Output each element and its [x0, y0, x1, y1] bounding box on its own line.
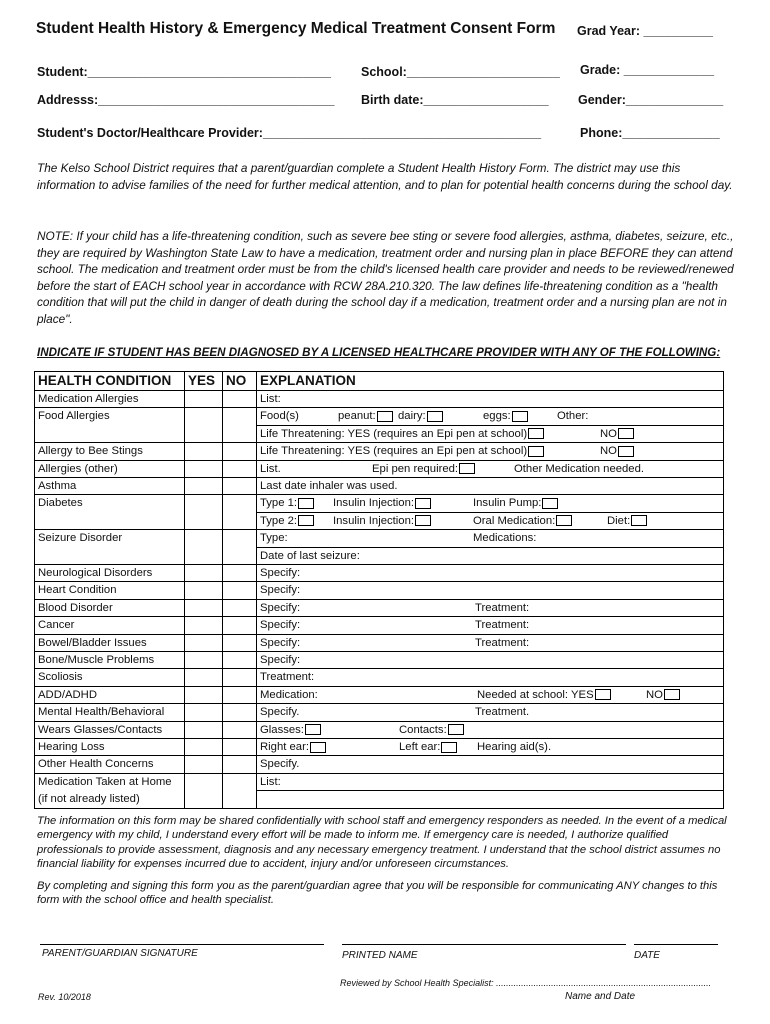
explanation-text: [600, 443, 634, 459]
table-row: [35, 704, 724, 721]
explanation-cell: [257, 652, 724, 669]
table-row: [35, 478, 724, 495]
explanation-label: List:: [260, 775, 281, 788]
explanation-text: [260, 530, 288, 546]
header-yes: YES: [185, 372, 223, 391]
condition-cell: Seizure Disorder: [35, 530, 185, 547]
checkbox[interactable]: [512, 411, 528, 422]
explanation-text: [399, 722, 464, 738]
condition-cell: Bowel/Bladder Issues: [35, 634, 185, 651]
no-cell[interactable]: [223, 773, 257, 790]
checkbox[interactable]: [377, 411, 393, 422]
explanation-text: [260, 652, 300, 668]
explanation-label: Other Medication needed.: [514, 462, 644, 475]
explanation-label: eggs:: [483, 410, 511, 423]
explanation-cell: [257, 425, 724, 442]
no-cell[interactable]: [223, 634, 257, 651]
no-cell[interactable]: [223, 791, 257, 808]
yes-cell[interactable]: [185, 530, 223, 547]
explanation-label: Specify:: [260, 566, 301, 579]
no-cell[interactable]: [223, 704, 257, 721]
explanation-text: [475, 600, 529, 616]
checkbox[interactable]: [298, 498, 314, 509]
explanation-text: [607, 513, 647, 529]
explanation-text: [260, 704, 299, 720]
explanation-label: Contacts:: [399, 723, 447, 736]
address-field[interactable]: Addresss:__________________________________: [37, 93, 335, 107]
explanation-label: Treatment:: [475, 601, 530, 614]
condition-cell: (if not already listed): [35, 791, 185, 808]
date-line[interactable]: [634, 944, 718, 945]
table-row: [35, 756, 724, 773]
explanation-label: Epi pen required:: [372, 462, 459, 475]
explanation-text: [260, 478, 398, 494]
explanation-cell: [257, 582, 724, 599]
checkbox[interactable]: [441, 742, 457, 753]
yes-cell[interactable]: [185, 408, 223, 425]
table-row: [35, 564, 724, 581]
note-paragraph: NOTE: If your child has a life-threatening condition, such as severe bee sting or severe food allergies, asthma, diabetes, seizure, etc., they are required by Washington State Law to have a medication, treatment order and nursing plan in place BEFORE they can attend school. The medication and treatment order must be from the child's licensed health care provider and needs to be reviewed/renewed before the start of EACH school year in accordance with RCW 28A.210.320. The law defines life-threatening condition as a "health condition that will put the child in danger of death during the school day if a medication, treatment order and a nursing plan are not in place".: [37, 229, 734, 326]
no-cell[interactable]: [223, 599, 257, 616]
no-cell[interactable]: [223, 408, 257, 425]
condition-cell: [35, 547, 185, 564]
explanation-text: [260, 756, 299, 772]
explanation-text: [557, 408, 588, 424]
no-cell[interactable]: [223, 495, 257, 512]
checkbox[interactable]: [618, 446, 634, 457]
explanation-label: Medication:: [260, 688, 318, 701]
explanation-text: [260, 408, 299, 424]
table-row: [35, 773, 724, 790]
table-row: [35, 634, 724, 651]
explanation-label: Insulin Pump:: [473, 497, 542, 510]
explanation-label: Hearing aid(s).: [477, 741, 552, 754]
yes-cell[interactable]: [185, 704, 223, 721]
explanation-label: Insulin Injection:: [333, 497, 415, 510]
explanation-label: Life Threatening: YES (requires an Epi pen at school): [260, 427, 528, 440]
explanation-text: [475, 635, 529, 651]
condition-cell: Cancer: [35, 617, 185, 634]
table-row: [35, 512, 724, 529]
header-health-condition: HEALTH CONDITION: [35, 372, 185, 391]
explanation-text: [260, 617, 300, 633]
explanation-text: [260, 600, 300, 616]
explanation-label: Food(s): [260, 410, 299, 423]
condition-cell: Diabetes: [35, 495, 185, 512]
explanation-cell: [257, 599, 724, 616]
no-cell[interactable]: [223, 739, 257, 756]
table-row: [35, 599, 724, 616]
table-row: [35, 652, 724, 669]
yes-cell[interactable]: [185, 460, 223, 477]
yes-cell[interactable]: [185, 495, 223, 512]
explanation-cell: [257, 495, 724, 512]
no-cell[interactable]: [223, 564, 257, 581]
condition-cell: Neurological Disorders: [35, 564, 185, 581]
explanation-label: Glasses:: [260, 723, 304, 736]
explanation-label: List.: [260, 462, 281, 475]
gender-field[interactable]: Gender:______________: [578, 93, 724, 107]
no-cell[interactable]: [223, 391, 257, 408]
explanation-cell: [257, 547, 724, 564]
no-cell[interactable]: [223, 617, 257, 634]
explanation-label: Type 1:: [260, 497, 298, 510]
no-cell[interactable]: [223, 721, 257, 738]
explanation-label: Date of last seizure:: [260, 549, 360, 562]
table-row: [35, 391, 724, 408]
explanation-label: Oral Medication:: [473, 514, 556, 527]
yes-cell[interactable]: [185, 773, 223, 790]
condition-cell: Scoliosis: [35, 669, 185, 686]
explanation-label: Specify:: [260, 619, 301, 632]
no-cell[interactable]: [223, 460, 257, 477]
condition-cell: Hearing Loss: [35, 739, 185, 756]
table-row: [35, 460, 724, 477]
checkbox[interactable]: [305, 724, 321, 735]
explanation-label: Right ear:: [260, 741, 309, 754]
table-row: [35, 791, 724, 808]
no-cell[interactable]: [223, 669, 257, 686]
explanation-label: Life Threatening: YES (requires an Epi pen at school): [260, 445, 528, 458]
explanation-label: NO: [646, 688, 663, 701]
doctor-field[interactable]: Student's Doctor/Healthcare Provider:________________________________________: [37, 126, 542, 140]
explanation-label: dairy:: [398, 410, 426, 423]
explanation-text: [473, 495, 558, 511]
table-row: [35, 617, 724, 634]
explanation-cell: [257, 617, 724, 634]
table-row: [35, 408, 724, 425]
grade-field[interactable]: Grade: _____________: [580, 63, 715, 77]
explanation-text: [646, 687, 680, 703]
no-cell[interactable]: [223, 547, 257, 564]
agreement-paragraph: By completing and signing this form you as the parent/guardian agree that you will be responsible for communicating ANY changes to this form with the school office and health specialist.: [37, 880, 718, 907]
checkbox[interactable]: [415, 515, 431, 526]
parent-signature-label: PARENT/GUARDIAN SIGNATURE: [42, 948, 198, 959]
explanation-text: [260, 565, 300, 581]
explanation-text: [475, 617, 529, 633]
explanation-label: Specify:: [260, 636, 301, 649]
no-cell[interactable]: [223, 530, 257, 547]
school-field[interactable]: School:______________________: [361, 65, 560, 79]
explanation-label: Treatment:: [475, 619, 530, 632]
explanation-text: [477, 739, 551, 755]
table-row: [35, 721, 724, 738]
explanation-text: [260, 739, 326, 755]
condition-cell: ADD/ADHD: [35, 686, 185, 703]
no-cell[interactable]: [223, 425, 257, 442]
explanation-text: [260, 513, 314, 529]
explanation-text: [260, 461, 281, 477]
checkbox[interactable]: [448, 724, 464, 735]
yes-cell[interactable]: [185, 425, 223, 442]
checkbox[interactable]: [595, 689, 611, 700]
explanation-text: [260, 774, 281, 790]
condition-cell: Allergy to Bee Stings: [35, 443, 185, 460]
yes-cell[interactable]: [185, 478, 223, 495]
no-cell[interactable]: [223, 582, 257, 599]
printed-name-line[interactable]: [342, 944, 626, 945]
birth-date-field[interactable]: Birth date:__________________: [361, 93, 549, 107]
yes-cell[interactable]: [185, 739, 223, 756]
explanation-cell: [257, 564, 724, 581]
printed-name-label: PRINTED NAME: [342, 950, 418, 961]
health-condition-table: [34, 371, 724, 809]
explanation-cell: [257, 460, 724, 477]
explanation-text: [260, 548, 360, 564]
explanation-label: List:: [260, 393, 281, 405]
no-cell[interactable]: [223, 512, 257, 529]
table-row: [35, 669, 724, 686]
yes-cell[interactable]: [185, 617, 223, 634]
checkbox[interactable]: [298, 515, 314, 526]
condition-cell: Wears Glasses/Contacts: [35, 721, 185, 738]
explanation-label: Last date inhaler was used.: [260, 480, 398, 492]
indicate-heading: INDICATE IF STUDENT HAS BEEN DIAGNOSED BY A LICENSED HEALTHCARE PROVIDER WITH ANY OF THE FOLLOWING:: [37, 346, 721, 359]
checkbox[interactable]: [631, 515, 647, 526]
yes-cell[interactable]: [185, 443, 223, 460]
explanation-cell: [257, 686, 724, 703]
table-row: [35, 686, 724, 703]
checkbox[interactable]: [664, 689, 680, 700]
form-title: Student Health History & Emergency Medical Treatment Consent Form: [36, 20, 556, 37]
condition-cell: Asthma: [35, 478, 185, 495]
condition-cell: Bone/Muscle Problems: [35, 652, 185, 669]
header-explanation: EXPLANATION: [257, 372, 724, 391]
yes-cell[interactable]: [185, 652, 223, 669]
condition-cell: Medication Taken at Home: [35, 773, 185, 790]
explanation-text: [260, 426, 544, 442]
explanation-label: Treatment:: [475, 636, 530, 649]
explanation-label: NO: [600, 427, 617, 440]
yes-cell[interactable]: [185, 582, 223, 599]
explanation-label: Specify:: [260, 654, 301, 666]
yes-cell[interactable]: [185, 721, 223, 738]
checkbox[interactable]: [528, 446, 544, 457]
table-row: [35, 739, 724, 756]
checkbox[interactable]: [618, 428, 634, 439]
yes-cell[interactable]: [185, 634, 223, 651]
table-row: [35, 425, 724, 442]
explanation-label: Diet:: [607, 514, 631, 527]
no-cell[interactable]: [223, 686, 257, 703]
explanation-cell: [257, 391, 724, 408]
explanation-text: [399, 739, 457, 755]
phone-field[interactable]: Phone:______________: [580, 126, 720, 140]
checkbox[interactable]: [528, 428, 544, 439]
explanation-text: [260, 495, 314, 511]
explanation-cell: [257, 791, 724, 808]
intro-paragraph: The Kelso School District requires that a parent/guardian complete a Student Health History Form. The district may use this information to advise families of the need for further medical attention, and to plan for potential health concerns during the school day.: [37, 161, 733, 192]
checkbox[interactable]: [542, 498, 558, 509]
checkbox[interactable]: [415, 498, 431, 509]
explanation-text: [398, 408, 443, 424]
explanation-label: Needed at school: YES: [477, 688, 594, 701]
condition-cell: Blood Disorder: [35, 599, 185, 616]
explanation-label: Medications:: [473, 532, 537, 545]
explanation-text: [477, 687, 611, 703]
explanation-text: [260, 443, 544, 459]
checkbox[interactable]: [427, 411, 443, 422]
explanation-label: Specify:: [260, 584, 301, 597]
explanation-text: [600, 426, 634, 442]
explanation-cell: [257, 669, 724, 686]
explanation-label: Type:: [260, 532, 288, 545]
explanation-cell: [257, 530, 724, 547]
explanation-text: [260, 391, 281, 407]
no-cell[interactable]: [223, 443, 257, 460]
explanation-cell: [257, 756, 724, 773]
condition-cell: [35, 512, 185, 529]
explanation-label: Treatment:: [260, 671, 315, 684]
explanation-label: Left ear:: [399, 741, 441, 754]
yes-cell[interactable]: [185, 686, 223, 703]
student-field[interactable]: Student:___________________________________: [37, 65, 332, 79]
explanation-text: [473, 530, 536, 546]
explanation-cell: [257, 704, 724, 721]
date-label: DATE: [634, 950, 660, 961]
explanation-text: [475, 704, 529, 720]
yes-cell[interactable]: [185, 564, 223, 581]
no-cell[interactable]: [223, 652, 257, 669]
parent-signature-line[interactable]: [40, 944, 324, 945]
yes-cell[interactable]: [185, 791, 223, 808]
yes-cell[interactable]: [185, 547, 223, 564]
table-row: [35, 443, 724, 460]
explanation-cell: [257, 512, 724, 529]
condition-cell: [35, 425, 185, 442]
condition-cell: Mental Health/Behavioral: [35, 704, 185, 721]
table-row: [35, 495, 724, 512]
reviewed-by-field[interactable]: Reviewed by School Health Specialist: ......................................................................................: [340, 978, 712, 988]
explanation-cell: [257, 634, 724, 651]
explanation-label: NO: [600, 445, 617, 458]
explanation-text: [260, 635, 300, 651]
explanation-text: [372, 461, 475, 477]
explanation-label: Other:: [557, 410, 589, 423]
explanation-text: [338, 408, 393, 424]
explanation-text: [260, 582, 300, 598]
no-cell[interactable]: [223, 756, 257, 773]
explanation-label: Insulin Injection:: [333, 514, 415, 527]
explanation-text: [260, 669, 314, 685]
explanation-text: [473, 513, 572, 529]
checkbox[interactable]: [459, 463, 475, 474]
explanation-label: Specify.: [260, 706, 300, 719]
table-row: [35, 547, 724, 564]
condition-cell: Medication Allergies: [35, 391, 185, 408]
condition-cell: Allergies (other): [35, 460, 185, 477]
condition-cell: Other Health Concerns: [35, 756, 185, 773]
explanation-label: Treatment.: [475, 706, 530, 719]
explanation-label: Specify:: [260, 601, 301, 614]
explanation-label: peanut:: [338, 410, 376, 423]
checkbox[interactable]: [556, 515, 572, 526]
name-and-date-label: Name and Date: [565, 991, 636, 1002]
explanation-cell: [257, 443, 724, 460]
yes-cell[interactable]: [185, 512, 223, 529]
explanation-label: Type 2:: [260, 514, 298, 527]
revision-label: Rev. 10/2018: [38, 992, 91, 1002]
explanation-cell: [257, 773, 724, 790]
table-row: [35, 582, 724, 599]
explanation-cell: [257, 478, 724, 495]
explanation-text: [333, 513, 431, 529]
explanation-cell: [257, 408, 724, 425]
explanation-label: Specify.: [260, 758, 300, 771]
explanation-cell: [257, 739, 724, 756]
explanation-text: [260, 687, 318, 703]
yes-cell[interactable]: [185, 756, 223, 773]
explanation-text: [483, 408, 528, 424]
grad-year-field[interactable]: Grad Year: __________: [577, 24, 713, 38]
no-cell[interactable]: [223, 478, 257, 495]
yes-cell[interactable]: [185, 391, 223, 408]
explanation-text: [260, 722, 321, 738]
yes-cell[interactable]: [185, 599, 223, 616]
explanation-cell: [257, 721, 724, 738]
confidentiality-paragraph: The information on this form may be shared confidentially with school staff and emergency responders as needed. In the event of a medical emergency with my child, I understand every effort will be made to inform me. If emergency care is needed, I authorize qualified professionals to provide assessment, diagnosis and any necessary emergency treatment. I understand that the school district assumes no financial liability for expenses incurred due to accident, injury and/or unforeseen circumstances.: [37, 815, 727, 871]
explanation-text: [514, 461, 644, 477]
checkbox[interactable]: [310, 742, 326, 753]
condition-cell: Food Allergies: [35, 408, 185, 425]
condition-cell: Heart Condition: [35, 582, 185, 599]
yes-cell[interactable]: [185, 669, 223, 686]
table-row: [35, 530, 724, 547]
explanation-text: [333, 495, 431, 511]
header-no: NO: [223, 372, 257, 391]
